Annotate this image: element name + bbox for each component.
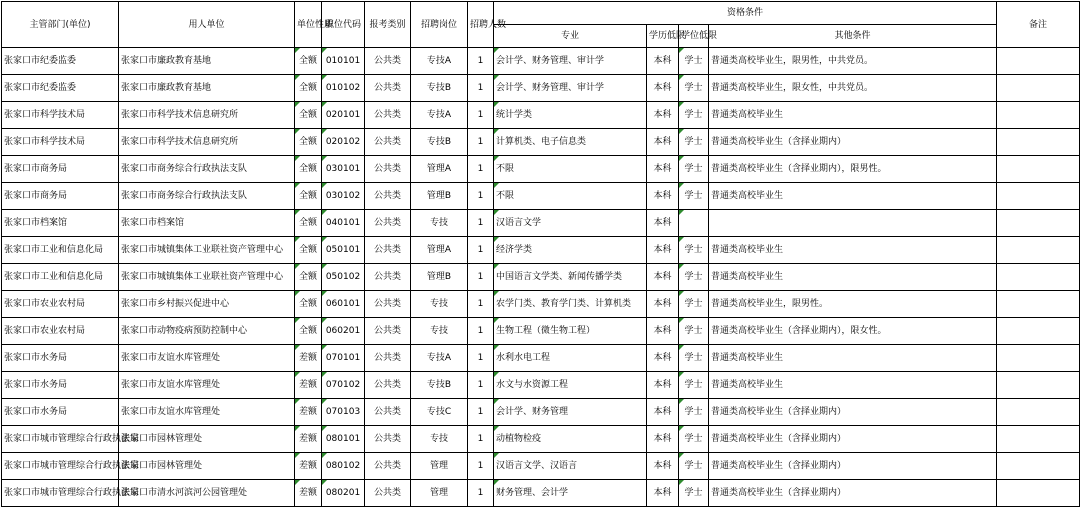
cell-major: 汉语言文学、汉语言 [494, 453, 647, 480]
cell-edu: 本科 [647, 183, 679, 210]
table-row [2, 399, 1080, 426]
cell-position: 专技 [411, 210, 468, 237]
cell-count: 1 [468, 210, 494, 237]
cell-edu: 本科 [647, 426, 679, 453]
cell-major: 会计学、财务管理 [494, 399, 647, 426]
cell-other: 普通类高校毕业生 [709, 372, 997, 399]
cell-major: 不限 [494, 156, 647, 183]
cell-code: 080101 [322, 426, 365, 453]
cell-degree: 学士 [679, 426, 709, 453]
cell-employer: 张家口市清水河滨河公园管理处 [119, 480, 295, 507]
cell-dept: 张家口市商务局 [2, 183, 119, 210]
cell-nature: 全额 [295, 318, 322, 345]
cell-edu: 本科 [647, 156, 679, 183]
cell-employer: 张家口市商务综合行政执法支队 [119, 156, 295, 183]
cell-category: 公共类 [365, 48, 411, 75]
table-row [2, 183, 1080, 210]
cell-employer: 张家口市园林管理处 [119, 426, 295, 453]
cell-other: 普通类高校毕业生（含择业期内） [709, 426, 997, 453]
cell-edu: 本科 [647, 129, 679, 156]
cell-dept: 张家口市科学技术局 [2, 129, 119, 156]
cell-employer: 张家口市园林管理处 [119, 453, 295, 480]
cell-nature: 差额 [295, 453, 322, 480]
header-count: 招聘人数 [468, 2, 494, 48]
header-major: 专业 [494, 25, 647, 48]
cell-dept: 张家口市农业农村局 [2, 318, 119, 345]
cell-edu: 本科 [647, 291, 679, 318]
cell-category: 公共类 [365, 183, 411, 210]
cell-employer: 张家口市友谊水库管理处 [119, 372, 295, 399]
table-row [2, 264, 1080, 291]
cell-nature: 全额 [295, 75, 322, 102]
cell-other: 普通类高校毕业生，限男性。 [709, 291, 997, 318]
cell-code: 030101 [322, 156, 365, 183]
cell-other: 普通类高校毕业生，限女性，中共党员。 [709, 75, 997, 102]
cell-degree: 学士 [679, 183, 709, 210]
cell-count: 1 [468, 183, 494, 210]
cell-degree: 学士 [679, 345, 709, 372]
cell-employer: 张家口市廉政教育基地 [119, 75, 295, 102]
cell-category: 公共类 [365, 156, 411, 183]
cell-major: 农学门类、教育学门类、计算机类 [494, 291, 647, 318]
cell-count: 1 [468, 102, 494, 129]
cell-code: 010101 [322, 48, 365, 75]
cell-nature: 差额 [295, 399, 322, 426]
cell-degree: 学士 [679, 129, 709, 156]
cell-position: 管理B [411, 183, 468, 210]
cell-remarks [997, 156, 1080, 183]
cell-dept: 张家口市纪委监委 [2, 75, 119, 102]
cell-edu: 本科 [647, 372, 679, 399]
cell-degree [679, 210, 709, 237]
cell-dept: 张家口市城市管理综合行政执法局 [2, 426, 119, 453]
cell-dept: 张家口市水务局 [2, 399, 119, 426]
cell-employer: 张家口市科学技术信息研究所 [119, 129, 295, 156]
cell-code: 010102 [322, 75, 365, 102]
cell-count: 1 [468, 48, 494, 75]
cell-edu: 本科 [647, 210, 679, 237]
table-body [2, 48, 1080, 507]
cell-employer: 张家口市科学技术信息研究所 [119, 102, 295, 129]
cell-count: 1 [468, 318, 494, 345]
cell-category: 公共类 [365, 480, 411, 507]
cell-nature: 全额 [295, 156, 322, 183]
cell-edu: 本科 [647, 480, 679, 507]
cell-position: 管理 [411, 453, 468, 480]
cell-category: 公共类 [365, 318, 411, 345]
cell-nature: 全额 [295, 291, 322, 318]
cell-edu: 本科 [647, 48, 679, 75]
header-dept: 主管部门(单位) [2, 2, 119, 48]
cell-degree: 学士 [679, 75, 709, 102]
cell-count: 1 [468, 291, 494, 318]
cell-major: 动植物检疫 [494, 426, 647, 453]
cell-remarks [997, 183, 1080, 210]
cell-other: 普通类高校毕业生 [709, 264, 997, 291]
cell-dept: 张家口市纪委监委 [2, 48, 119, 75]
header-qualifications: 资格条件 [494, 2, 997, 25]
cell-major: 经济学类 [494, 237, 647, 264]
cell-nature: 全额 [295, 129, 322, 156]
cell-edu: 本科 [647, 345, 679, 372]
cell-nature: 差额 [295, 372, 322, 399]
cell-code: 070103 [322, 399, 365, 426]
cell-employer: 张家口市友谊水库管理处 [119, 399, 295, 426]
cell-dept: 张家口市城市管理综合行政执法局 [2, 480, 119, 507]
header-position: 招聘岗位 [411, 2, 468, 48]
cell-remarks [997, 129, 1080, 156]
cell-count: 1 [468, 480, 494, 507]
cell-remarks [997, 237, 1080, 264]
cell-edu: 本科 [647, 75, 679, 102]
cell-remarks [997, 210, 1080, 237]
cell-other [709, 210, 997, 237]
cell-remarks [997, 291, 1080, 318]
cell-position: 专技B [411, 372, 468, 399]
cell-category: 公共类 [365, 264, 411, 291]
table-row [2, 156, 1080, 183]
cell-other: 普通类高校毕业生（含择业期内），限男性。 [709, 156, 997, 183]
cell-degree: 学士 [679, 291, 709, 318]
cell-code: 070101 [322, 345, 365, 372]
cell-count: 1 [468, 426, 494, 453]
cell-employer: 张家口市动物疫病预防控制中心 [119, 318, 295, 345]
cell-major: 统计学类 [494, 102, 647, 129]
cell-major: 水文与水资源工程 [494, 372, 647, 399]
cell-nature: 全额 [295, 48, 322, 75]
header-nature: 单位性质 [295, 2, 322, 48]
cell-degree: 学士 [679, 318, 709, 345]
cell-code: 080201 [322, 480, 365, 507]
cell-dept: 张家口市档案馆 [2, 210, 119, 237]
cell-remarks [997, 372, 1080, 399]
cell-nature: 全额 [295, 210, 322, 237]
cell-code: 050101 [322, 237, 365, 264]
cell-category: 公共类 [365, 102, 411, 129]
cell-category: 公共类 [365, 75, 411, 102]
cell-edu: 本科 [647, 399, 679, 426]
cell-remarks [997, 264, 1080, 291]
cell-code: 060101 [322, 291, 365, 318]
header-other: 其他条件 [709, 25, 997, 48]
header-degree: 学位低限 [679, 25, 709, 48]
recruitment-table [1, 1, 1080, 507]
cell-dept: 张家口市商务局 [2, 156, 119, 183]
cell-code: 080102 [322, 453, 365, 480]
table-row [2, 480, 1080, 507]
table-row [2, 426, 1080, 453]
cell-code: 050102 [322, 264, 365, 291]
cell-position: 专技A [411, 48, 468, 75]
cell-other: 普通类高校毕业生（含择业期内），限女性。 [709, 318, 997, 345]
cell-nature: 全额 [295, 237, 322, 264]
cell-employer: 张家口市廉政教育基地 [119, 48, 295, 75]
cell-degree: 学士 [679, 480, 709, 507]
cell-employer: 张家口市档案馆 [119, 210, 295, 237]
table-row [2, 453, 1080, 480]
cell-count: 1 [468, 372, 494, 399]
cell-nature: 差额 [295, 426, 322, 453]
cell-position: 专技 [411, 426, 468, 453]
cell-major: 水利水电工程 [494, 345, 647, 372]
cell-other: 普通类高校毕业生 [709, 102, 997, 129]
table-row [2, 291, 1080, 318]
cell-employer: 张家口市城镇集体工业联社资产管理中心 [119, 264, 295, 291]
table-row [2, 237, 1080, 264]
cell-dept: 张家口市工业和信息化局 [2, 237, 119, 264]
header-category: 报考类别 [365, 2, 411, 48]
cell-employer: 张家口市友谊水库管理处 [119, 345, 295, 372]
table-row [2, 75, 1080, 102]
cell-edu: 本科 [647, 237, 679, 264]
cell-category: 公共类 [365, 453, 411, 480]
table-row [2, 372, 1080, 399]
cell-count: 1 [468, 453, 494, 480]
cell-category: 公共类 [365, 345, 411, 372]
cell-code: 020102 [322, 129, 365, 156]
cell-nature: 差额 [295, 345, 322, 372]
cell-category: 公共类 [365, 210, 411, 237]
header-edu: 学历低限 [647, 25, 679, 48]
cell-major: 汉语言文学 [494, 210, 647, 237]
cell-position: 专技B [411, 129, 468, 156]
cell-degree: 学士 [679, 264, 709, 291]
header-remarks: 备注 [997, 2, 1080, 48]
cell-major: 会计学、财务管理、审计学 [494, 48, 647, 75]
table-row [2, 48, 1080, 75]
cell-major: 不限 [494, 183, 647, 210]
cell-dept: 张家口市科学技术局 [2, 102, 119, 129]
cell-degree: 学士 [679, 399, 709, 426]
table-header [2, 2, 1080, 48]
cell-major: 生物工程（微生物工程） [494, 318, 647, 345]
cell-category: 公共类 [365, 399, 411, 426]
cell-position: 管理A [411, 156, 468, 183]
cell-dept: 张家口市城市管理综合行政执法局 [2, 453, 119, 480]
cell-code: 060201 [322, 318, 365, 345]
cell-category: 公共类 [365, 237, 411, 264]
cell-count: 1 [468, 129, 494, 156]
cell-dept: 张家口市水务局 [2, 345, 119, 372]
cell-position: 管理 [411, 480, 468, 507]
cell-dept: 张家口市工业和信息化局 [2, 264, 119, 291]
cell-nature: 差额 [295, 480, 322, 507]
cell-remarks [997, 345, 1080, 372]
cell-employer: 张家口市商务综合行政执法支队 [119, 183, 295, 210]
cell-remarks [997, 318, 1080, 345]
cell-position: 专技A [411, 102, 468, 129]
cell-employer: 张家口市城镇集体工业联社资产管理中心 [119, 237, 295, 264]
cell-major: 财务管理、会计学 [494, 480, 647, 507]
cell-code: 030102 [322, 183, 365, 210]
header-code: 职位代码 [322, 2, 365, 48]
cell-edu: 本科 [647, 102, 679, 129]
table-row [2, 210, 1080, 237]
cell-degree: 学士 [679, 48, 709, 75]
table-row [2, 318, 1080, 345]
cell-position: 专技A [411, 345, 468, 372]
cell-position: 专技 [411, 318, 468, 345]
cell-remarks [997, 480, 1080, 507]
cell-nature: 全额 [295, 264, 322, 291]
table-row [2, 102, 1080, 129]
cell-remarks [997, 75, 1080, 102]
cell-other: 普通类高校毕业生（含择业期内） [709, 129, 997, 156]
cell-remarks [997, 426, 1080, 453]
cell-other: 普通类高校毕业生 [709, 345, 997, 372]
cell-count: 1 [468, 237, 494, 264]
cell-count: 1 [468, 264, 494, 291]
cell-count: 1 [468, 156, 494, 183]
cell-employer: 张家口市乡村振兴促进中心 [119, 291, 295, 318]
cell-major: 计算机类、电子信息类 [494, 129, 647, 156]
cell-remarks [997, 399, 1080, 426]
cell-other: 普通类高校毕业生 [709, 183, 997, 210]
cell-degree: 学士 [679, 156, 709, 183]
cell-code: 070102 [322, 372, 365, 399]
cell-dept: 张家口市农业农村局 [2, 291, 119, 318]
cell-remarks [997, 48, 1080, 75]
cell-degree: 学士 [679, 372, 709, 399]
cell-other: 普通类高校毕业生 [709, 237, 997, 264]
cell-major: 会计学、财务管理、审计学 [494, 75, 647, 102]
header-employer: 用人单位 [119, 2, 295, 48]
cell-position: 专技C [411, 399, 468, 426]
cell-nature: 全额 [295, 102, 322, 129]
cell-nature: 全额 [295, 183, 322, 210]
cell-category: 公共类 [365, 372, 411, 399]
cell-remarks [997, 102, 1080, 129]
cell-count: 1 [468, 345, 494, 372]
cell-major: 中国语言文学类、新闻传播学类 [494, 264, 647, 291]
cell-count: 1 [468, 399, 494, 426]
cell-position: 管理B [411, 264, 468, 291]
cell-other: 普通类高校毕业生，限男性，中共党员。 [709, 48, 997, 75]
table-row [2, 345, 1080, 372]
cell-position: 专技B [411, 75, 468, 102]
cell-count: 1 [468, 75, 494, 102]
table-row [2, 129, 1080, 156]
cell-edu: 本科 [647, 264, 679, 291]
cell-category: 公共类 [365, 426, 411, 453]
cell-category: 公共类 [365, 129, 411, 156]
cell-code: 040101 [322, 210, 365, 237]
cell-code: 020101 [322, 102, 365, 129]
cell-other: 普通类高校毕业生（含择业期内） [709, 453, 997, 480]
cell-other: 普通类高校毕业生（含择业期内） [709, 480, 997, 507]
cell-dept: 张家口市水务局 [2, 372, 119, 399]
cell-degree: 学士 [679, 453, 709, 480]
cell-position: 管理A [411, 237, 468, 264]
cell-degree: 学士 [679, 102, 709, 129]
cell-degree: 学士 [679, 237, 709, 264]
cell-category: 公共类 [365, 291, 411, 318]
cell-remarks [997, 453, 1080, 480]
cell-edu: 本科 [647, 453, 679, 480]
cell-edu: 本科 [647, 318, 679, 345]
cell-other: 普通类高校毕业生（含择业期内） [709, 399, 997, 426]
cell-position: 专技 [411, 291, 468, 318]
